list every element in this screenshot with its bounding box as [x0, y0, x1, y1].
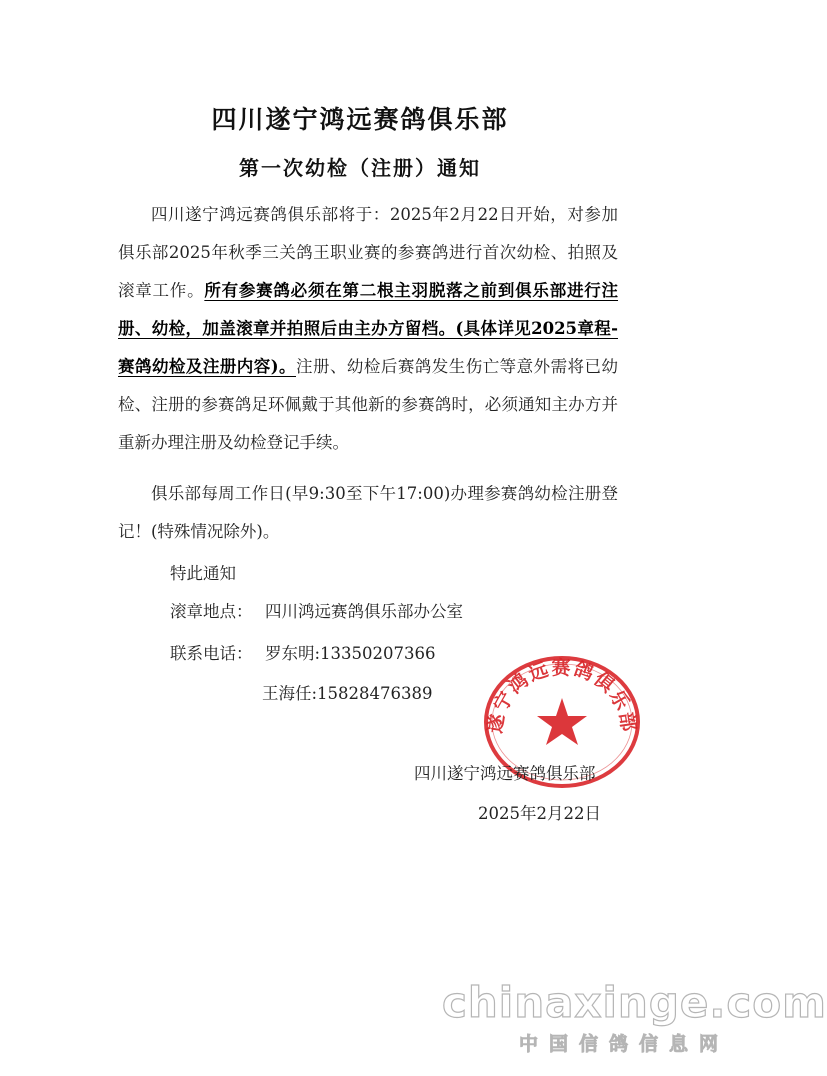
- paragraph-text: 四川遂宁鸿远赛鸽俱乐部将于：2025年2月22日开始，对参加俱乐部2025年秋季三关鸽王职业赛的参赛鸽进行首次幼检、拍照及滚章工作。: [118, 205, 618, 300]
- address-value: 四川鸿远赛鸽俱乐部办公室: [265, 602, 463, 621]
- paragraph-text: 注册、幼检后赛鸽发生伤亡等意外需将已幼检、注册的参赛鸽足环佩戴于其他新的参赛鸽时，必须通知主办方并重新办理注册及幼检登记手续。: [118, 357, 618, 452]
- watermark-domain: chinaxinge.com: [442, 978, 827, 1027]
- phone-contact-1: 罗东明:13350207366: [265, 644, 436, 663]
- notice-closing: 特此通知: [170, 564, 236, 583]
- body-paragraph-2: 俱乐部每周工作日(早9:30至下午17:00)办理参赛鸽幼检注册登记！(特殊情况除外)。: [118, 484, 618, 541]
- seal-star-icon: [537, 698, 587, 745]
- watermark-site-name: 中国信鸽信息网: [519, 1033, 730, 1055]
- phone-contact-2: 王海任:15828476389: [262, 684, 433, 703]
- document-subtitle: 第一次幼检（注册）通知: [239, 156, 481, 180]
- seal-text: 遂宁鸿远赛鸽俱乐部: [484, 657, 640, 735]
- document-title: 四川遂宁鸿远赛鸽俱乐部: [211, 105, 509, 134]
- highlighted-requirement: 所有参赛鸽必须在第二根主羽脱落之前到俱乐部进行注册、幼检，加盖滚章并拍照后由主办方留档。(具体详见2025章程-赛鸽幼检及注册内容)。: [118, 281, 619, 376]
- signature-date: 2025年2月22日: [478, 804, 601, 823]
- signature-organization: 四川遂宁鸿远赛鸽俱乐部: [414, 764, 596, 783]
- body-paragraph-1: [118, 196, 618, 462]
- phone-label: 联系电话：: [170, 644, 253, 663]
- address-label: 滚章地点：: [170, 602, 253, 621]
